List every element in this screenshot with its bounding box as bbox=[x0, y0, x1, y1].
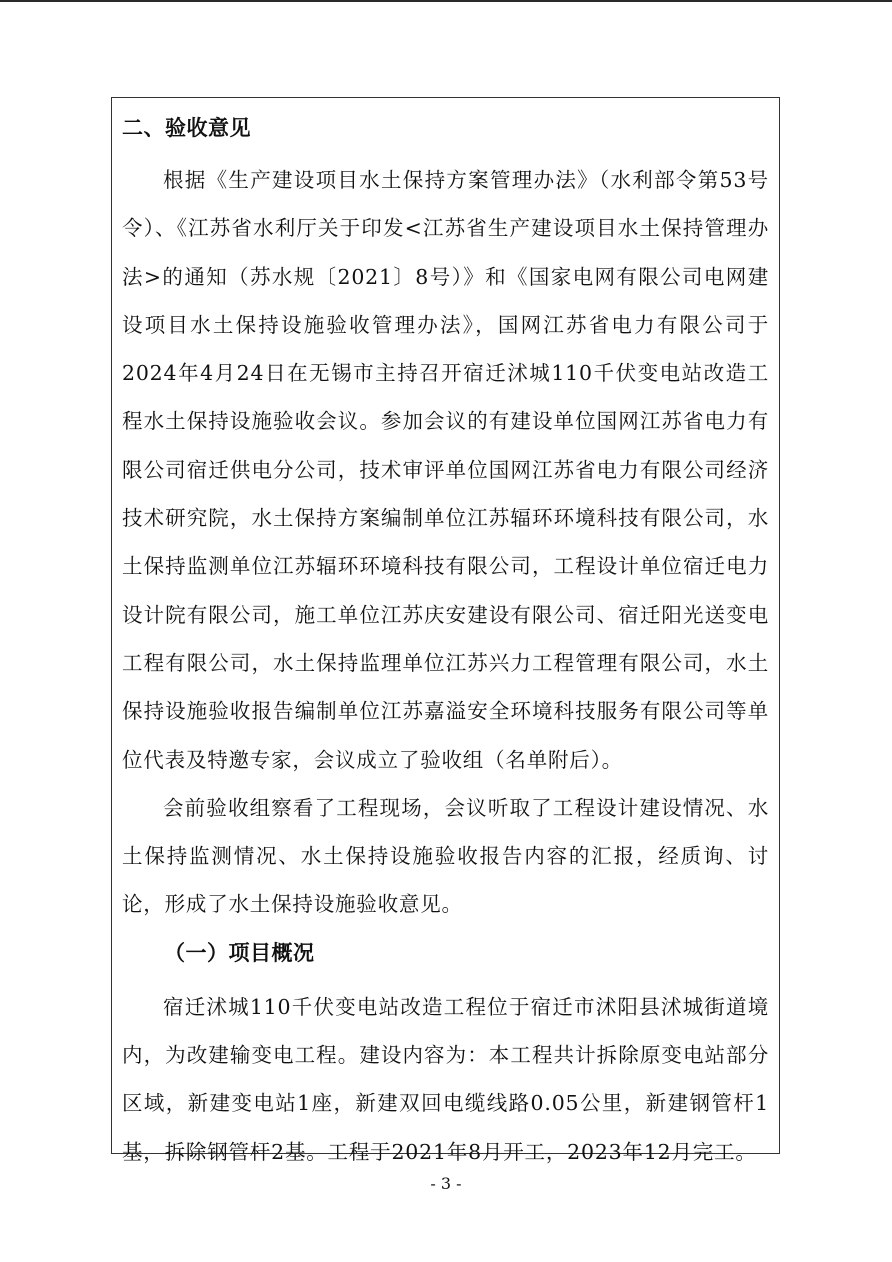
subsection-title: （一）项目概况 bbox=[164, 939, 315, 965]
paragraph-acceptance-basis: 根据《生产建设项目水土保持方案管理办法》（水利部令第53号令）、《江苏省水利厅关于印发<江苏省生产建设项目水土保持管理办法>的通知（苏水规〔2021〕8号）》和《国家电网有限公司电网建设项目水土保持设施验收管理办法》，国网江苏省电力有限公司于2024年4月24日在无锡市主持召开宿迁沭城110千伏变电站改造工程水土保持设施验收会议。参加会议的有建设单位国网江苏省电力有限公司宿迁供电分公司，技术审评单位国网江苏省电力有限公司经济技术研究院，水土保持方案编制单位江苏辐环环境科技有限公司，水土保持监测单位江苏辐环环境科技有限公司，工程设计单位宿迁电力设计院有限公司，施工单位江苏庆安建设有限公司、宿迁阳光送变电工程有限公司，水土保持监理单位江苏兴力工程管理有限公司，水土保持设施验收报告编制单位江苏嘉溢安全环境科技服务有限公司等单位代表及特邀专家，会议成立了验收组（名单附后）。 bbox=[122, 168, 769, 772]
section-title: 二、验收意见 bbox=[122, 115, 251, 140]
page-number: - 3 - bbox=[430, 1174, 462, 1193]
paragraph-meeting-process: 会前验收组察看了工程现场，会议听取了工程设计建设情况、水土保持监测情况、水土保持设施验收报告内容的汇报，经质询、讨论，形成了水土保持设施验收意见。 bbox=[122, 795, 769, 917]
top-rule bbox=[0, 0, 892, 2]
paragraph-project-overview: 宿迁沭城110千伏变电站改造工程位于宿迁市沭阳县沭城街道境内，为改建输变电工程。建设内容为：本工程共计拆除原变电站部分区域，新建变电站1座，新建双回电缆线路0.05公里，新建钢管杆1基，拆除钢管杆2基。工程于2021年8月开工，2023年12月完工。 bbox=[122, 994, 769, 1164]
content-frame bbox=[111, 97, 780, 1164]
